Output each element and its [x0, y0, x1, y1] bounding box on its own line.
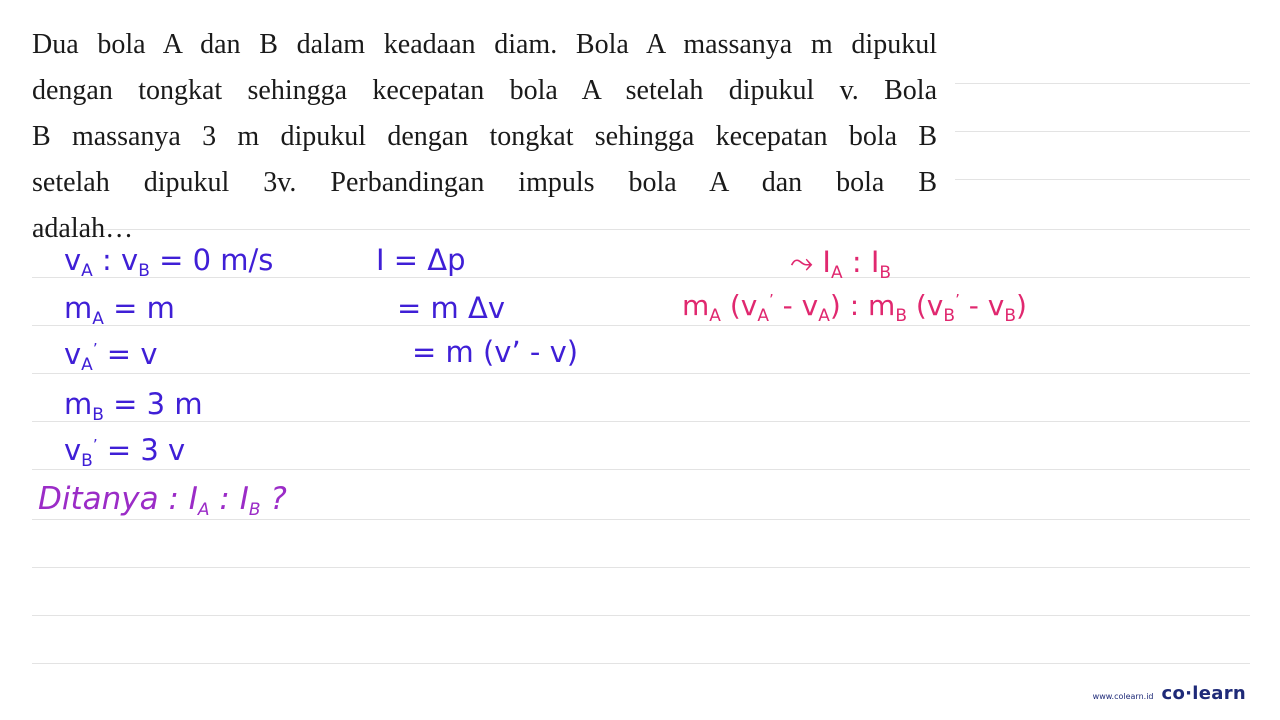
given-mass-b: $m_B = 3$ m [64, 387, 203, 425]
ruled-line [32, 325, 1250, 326]
question-text [32, 22, 937, 252]
impulse-expanded: = m (v’ - v) [412, 335, 579, 369]
ruled-line [32, 421, 1250, 422]
ruled-line [955, 179, 1250, 180]
question-line: Dua bola A dan B dalam keadaan diam. Bola A massanya m dipukul [32, 29, 937, 60]
question-line: dengan tongkat sehingga kecepatan bola A setelah dipukul v. Bola [32, 75, 937, 106]
ruled-line [32, 663, 1250, 664]
ruled-line [32, 373, 1250, 374]
ratio-impulse: ⤳ $I_A$ : $I_B$ [790, 245, 892, 283]
question-line: B massanya 3 m dipukul dengan tongkat sehingga kecepatan bola B [32, 121, 937, 152]
ruled-line [32, 567, 1250, 568]
asked-line: Ditanya : $I_A$ : $I_B$ ? [38, 481, 287, 520]
brand-site: www.colearn.id [1092, 692, 1154, 701]
given-mass-a: $m_A = m$ [64, 291, 175, 329]
given-velocity-a-after: $v_A^’ = v$ [64, 337, 158, 375]
ruled-line [955, 131, 1250, 132]
impulse-momentum: = m Δv [397, 291, 505, 325]
impulse-definition: I = Δp [376, 243, 466, 277]
ruled-line [955, 83, 1250, 84]
question-line: setelah dipukul 3v. Perbandingan impuls bola A dan bola B [32, 167, 937, 198]
given-initial-velocity: $v_A$ : $v_B = 0$ m/s [64, 243, 274, 281]
ratio-expanded: $m_A$ $(v_A^’ - v_A)$ : $m_B$ $(v_B^’ - v_B)$ [682, 289, 1027, 326]
ruled-line [32, 615, 1250, 616]
colearn-logo: co·learn [1161, 683, 1246, 704]
ruled-line [32, 519, 1250, 520]
given-velocity-b-after: $v_B^’ = 3$ v [64, 433, 186, 471]
brand-watermark [1093, 683, 1246, 704]
ruled-line [32, 469, 1250, 470]
question-line: adalah… [32, 213, 134, 244]
